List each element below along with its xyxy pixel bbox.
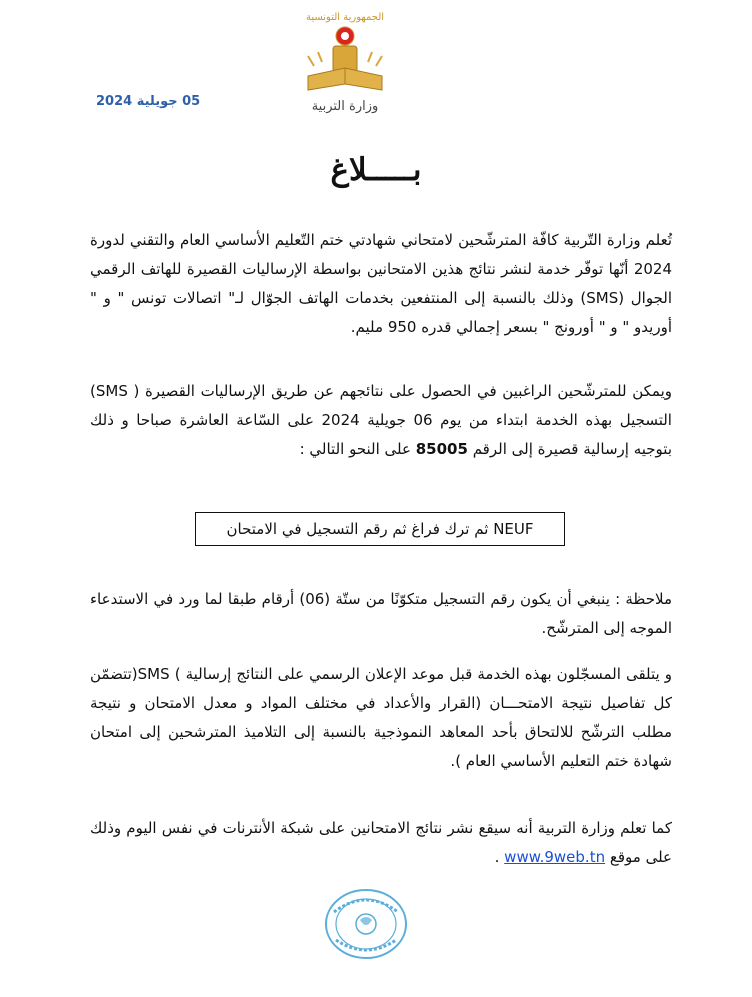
registration-text-end: على النحو التالي : (299, 440, 416, 458)
registration-text-start: ويمكن للمترشّحين الراغبين في الحصول على نتائجهم عن طريق الإرساليات القصيرة ( SMS) التسجيل بهذه الخدمة ابتداء من يوم 06 جويلية 2024 على السّاعة العاشرة صباحا و ذلك بتوجيه إرسالية قصيرة إلى الرقم (90, 382, 672, 458)
paragraph-announcement: تُعلم وزارة التّربية كافّة المترشّحين لامتحاني شهادتي ختم التّعليم الأساسي العام والتقني لدورة 2024 أنّها توفّر خدمة لنشر نتائج هذين الامتحانين بواسطة الإرساليات القصيرة للهاتف الرقمي الجوال (SMS) وذلك بالنسبة إلى المنتفعين بخدمات الهاتف الجوّال لـ" اتصالات تونس " و " أوريدو " و " أورونج " بسعر إجمالي قدره 950 مليم. (90, 231, 673, 336)
sms-number: 85005 (415, 440, 468, 458)
ministry-name: وزارة التربية (311, 99, 379, 114)
paragraph-note: ملاحظة : ينبغي أن يكون رقم التسجيل متكوّنًا من ستّة (06) أرقام طبقا لما ورد في الاستدعاء الموجه إلى المترشّح. (90, 590, 672, 637)
ministry-emblem-icon (300, 6, 390, 118)
internet-text-end: . (494, 848, 505, 866)
website-link[interactable]: www.9web.tn (504, 848, 606, 866)
internet-text-start: كما تعلم وزارة التربية أنه سيقع نشر نتائج الامتحانين على شبكة الأنترنات في نفس اليوم وذلك على موقع (90, 819, 672, 866)
document-title: بـــــلاغ (330, 152, 422, 188)
paragraph-registration (90, 377, 672, 464)
official-stamp-icon (322, 886, 410, 962)
republic-text: الجمهورية التونسية (305, 12, 385, 23)
paragraph-internet (90, 814, 672, 872)
document-date: 05 جويلية 2024 (96, 94, 201, 109)
sms-format-box: NEUF ثم ترك فراغ ثم رقم التسجيل في الامتحان (195, 512, 565, 546)
paragraph-results-details: و يتلقى المسجّلون بهذه الخدمة قبل موعد الإعلان الرسمي على النتائج إرسالية ) SMS(تتضمّن كل تفاصيل نتيجة الامتحـــان (القرار والأعداد في مختلف المواد و معدل الامتحان و نتيجة مطلب الترشّح للالتحاق بأحد المعاهد النموذجية بالنسبة إلى التلاميذ المترشحين إلى امتحان شهادة ختم التعليم الأساسي العام ). (90, 665, 672, 770)
